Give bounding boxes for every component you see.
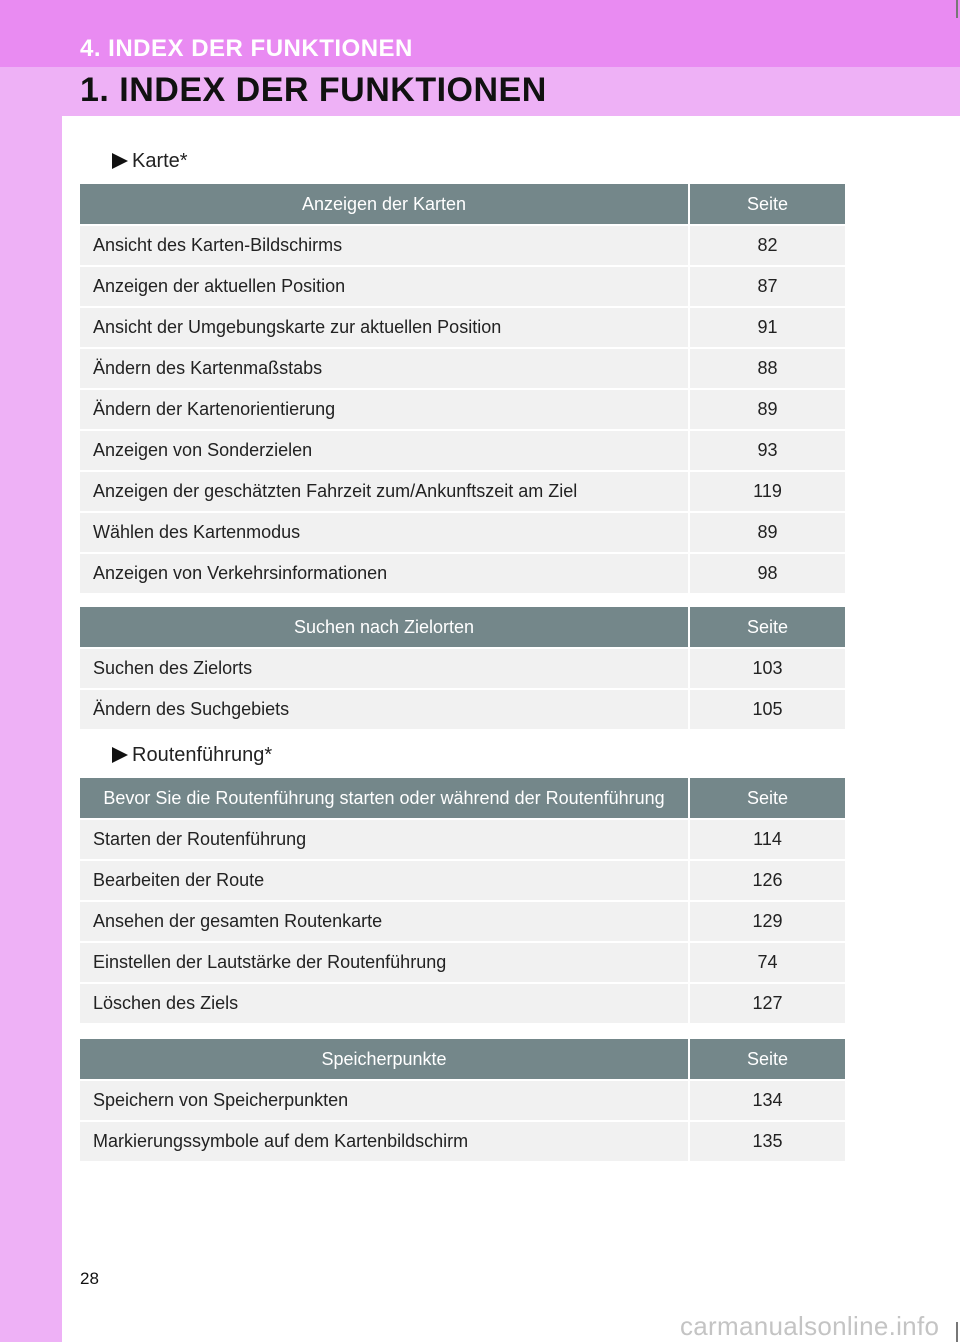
table-header-row — [80, 184, 845, 225]
table-row — [80, 819, 845, 860]
row-label: Anzeigen von Sonderzielen — [80, 430, 689, 471]
row-page: 129 — [689, 901, 845, 942]
row-label: Anzeigen der aktuellen Position — [80, 266, 689, 307]
row-label: Markierungssymbole auf dem Kartenbildschirm — [80, 1121, 689, 1161]
section-heading-label: Karte* — [132, 150, 188, 172]
table-header-row — [80, 1039, 845, 1080]
column-header-page: Seite — [689, 607, 845, 648]
row-page: 127 — [689, 983, 845, 1023]
row-page: 74 — [689, 942, 845, 983]
row-page: 126 — [689, 860, 845, 901]
row-page: 89 — [689, 512, 845, 553]
row-label: Wählen des Kartenmodus — [80, 512, 689, 553]
row-label: Einstellen der Lautstärke der Routenführung — [80, 942, 689, 983]
page-title: 1. INDEX DER FUNKTIONEN — [80, 71, 547, 109]
table-row — [80, 266, 845, 307]
column-header-function: Anzeigen der Karten — [80, 184, 689, 225]
page-number: 28 — [80, 1269, 99, 1288]
section-heading-label: Routenführung* — [132, 744, 273, 766]
column-header-page: Seite — [689, 184, 845, 225]
row-page: 134 — [689, 1080, 845, 1121]
table-row — [80, 983, 845, 1023]
row-label: Ansicht der Umgebungskarte zur aktuellen Position — [80, 307, 689, 348]
row-page: 88 — [689, 348, 845, 389]
chapter-heading: 4. INDEX DER FUNKTIONEN — [80, 35, 413, 62]
row-label: Bearbeiten der Route — [80, 860, 689, 901]
table-row — [80, 1121, 845, 1161]
row-page: 114 — [689, 819, 845, 860]
crop-mark — [956, 1322, 958, 1342]
index-table-zielorte — [80, 607, 845, 729]
row-label: Löschen des Ziels — [80, 983, 689, 1023]
row-page: 89 — [689, 389, 845, 430]
table-row — [80, 689, 845, 729]
table-row — [80, 648, 845, 689]
column-header-function: Suchen nach Zielorten — [80, 607, 689, 648]
row-label: Ändern des Kartenmaßstabs — [80, 348, 689, 389]
table-row — [80, 1080, 845, 1121]
row-label: Ändern der Kartenorientierung — [80, 389, 689, 430]
row-label: Starten der Routenführung — [80, 819, 689, 860]
table-row — [80, 901, 845, 942]
row-label: Speichern von Speicherpunkten — [80, 1080, 689, 1121]
table-row — [80, 389, 845, 430]
row-label: Ansehen der gesamten Routenkarte — [80, 901, 689, 942]
column-header-function: Speicherpunkte — [80, 1039, 689, 1080]
row-label: Anzeigen der geschätzten Fahrzeit zum/Ankunftszeit am Ziel — [80, 471, 689, 512]
row-label: Ändern des Suchgebiets — [80, 689, 689, 729]
index-table-speicherpunkte — [80, 1039, 845, 1161]
table-header-row — [80, 607, 845, 648]
triangle-bullet-icon — [112, 747, 128, 763]
row-page: 91 — [689, 307, 845, 348]
table-row — [80, 307, 845, 348]
table-row — [80, 860, 845, 901]
row-page: 119 — [689, 471, 845, 512]
crop-mark — [956, 0, 958, 18]
table-row — [80, 471, 845, 512]
table-row — [80, 942, 845, 983]
table-header-row — [80, 778, 845, 819]
watermark: carmanualsonline.info — [680, 1311, 940, 1341]
row-page: 87 — [689, 266, 845, 307]
row-label: Ansicht des Karten-Bildschirms — [80, 225, 689, 266]
table-row — [80, 348, 845, 389]
left-margin-band — [0, 0, 62, 1342]
table-row — [80, 512, 845, 553]
row-page: 93 — [689, 430, 845, 471]
table-row — [80, 430, 845, 471]
triangle-bullet-icon — [112, 153, 128, 169]
row-page: 98 — [689, 553, 845, 593]
table-row — [80, 225, 845, 266]
table-row — [80, 553, 845, 593]
row-label: Anzeigen von Verkehrsinformationen — [80, 553, 689, 593]
row-page: 105 — [689, 689, 845, 729]
column-header-page: Seite — [689, 1039, 845, 1080]
index-table-karten — [80, 184, 845, 593]
row-page: 103 — [689, 648, 845, 689]
section-heading-routenfuehrung — [112, 743, 272, 767]
index-table-routenfuehrung — [80, 778, 845, 1023]
row-page: 135 — [689, 1121, 845, 1161]
row-page: 82 — [689, 225, 845, 266]
column-header-function: Bevor Sie die Routenführung starten oder während der Routenführung — [80, 778, 689, 819]
row-label: Suchen des Zielorts — [80, 648, 689, 689]
section-heading-karte — [112, 149, 188, 173]
column-header-page: Seite — [689, 778, 845, 819]
